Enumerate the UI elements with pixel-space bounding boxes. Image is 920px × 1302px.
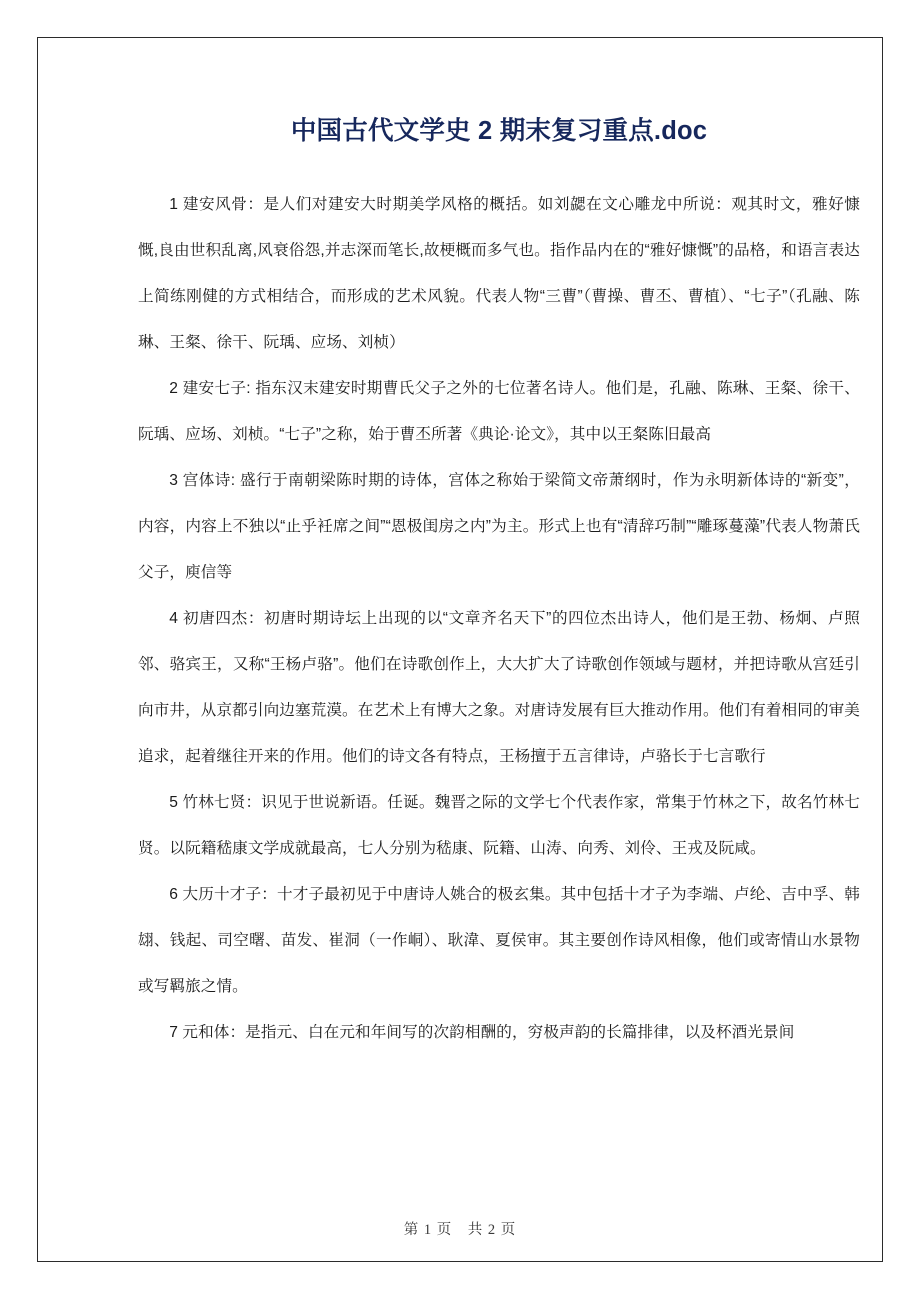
paragraph-1: 1 建安风骨：是人们对建安大时期美学风格的概括。如刘勰在文心雕龙中所说：观其时文，雅好慷慨,良由世积乱离,风衰俗怨,并志深而笔长,故梗概而多气也。指作品内在的“雅好慷慨”的品格，和语言表达上简练刚健的方式相结合，而形成的艺术风貌。代表人物“三曹”（曹操、曹丕、曹植）、“七子”（孔融、陈琳、王粲、徐干、阮瑀、应场、刘桢） (138, 195, 860, 351)
paragraph-4: 4 初唐四杰：初唐时期诗坛上出现的以“文章齐名天下”的四位杰出诗人，他们是王勃、杨炯、卢照邻、骆宾王，又称“王杨卢骆”。他们在诗歌创作上，大大扩大了诗歌创作领域与题材，并把诗歌从宫廷引向市井，从京都引向边塞荒漠。在艺术上有博大之象。对唐诗发展有巨大推动作用。他们有着相同的审美追求，起着继往开来的作用。他们的诗文各有特点，王杨擅于五言律诗，卢骆长于七言歌行 (138, 609, 860, 765)
page-footer: 第 1 页 共 2 页 (403, 1222, 517, 1238)
paragraph-5: 5 竹林七贤：识见于世说新语。任诞。魏晋之际的文学七个代表作家，常集于竹林之下，故名竹林七贤。以阮籍嵇康文学成就最高，七人分别为嵇康、阮籍、山涛、向秀、刘伶、王戎及阮咸。 (138, 793, 860, 857)
document-body (138, 116, 860, 1056)
page-title: 中国古代文学史 2 期末复习重点.doc (290, 117, 708, 145)
paragraph-2: 2 建安七子: 指东汉末建安时期曹氏父子之外的七位著名诗人。他们是，孔融、陈琳、王粲、徐干、阮瑀、应场、刘桢。“七子”之称，始于曹丕所著《典论·论文》，其中以王粲陈旧最高 (138, 379, 860, 443)
paragraph-3: 3 宫体诗: 盛行于南朝梁陈时期的诗体，宫体之称始于梁简文帝萧纲时，作为永明新体诗的“新变”，内容，内容上不独以“止乎衽席之间”“恩极闺房之内”为主。形式上也有“清辞巧制”“雕琢蔓藻”代表人物萧氏父子，庾信等 (138, 471, 860, 581)
paragraph-6: 6 大历十才子：十才子最初见于中唐诗人姚合的极玄集。其中包括十才子为李端、卢纶、吉中孚、韩翃、钱起、司空曙、苗发、崔洞（一作峒）、耿湋、夏侯审。其主要创作诗风相像，他们或寄情山水景物或写羁旅之情。 (138, 885, 860, 995)
paragraph-7: 7 元和体：是指元、白在元和年间写的次韵相酬的，穷极声韵的长篇排律，以及杯酒光景间 (169, 1023, 795, 1041)
document-page-frame (37, 37, 883, 1262)
